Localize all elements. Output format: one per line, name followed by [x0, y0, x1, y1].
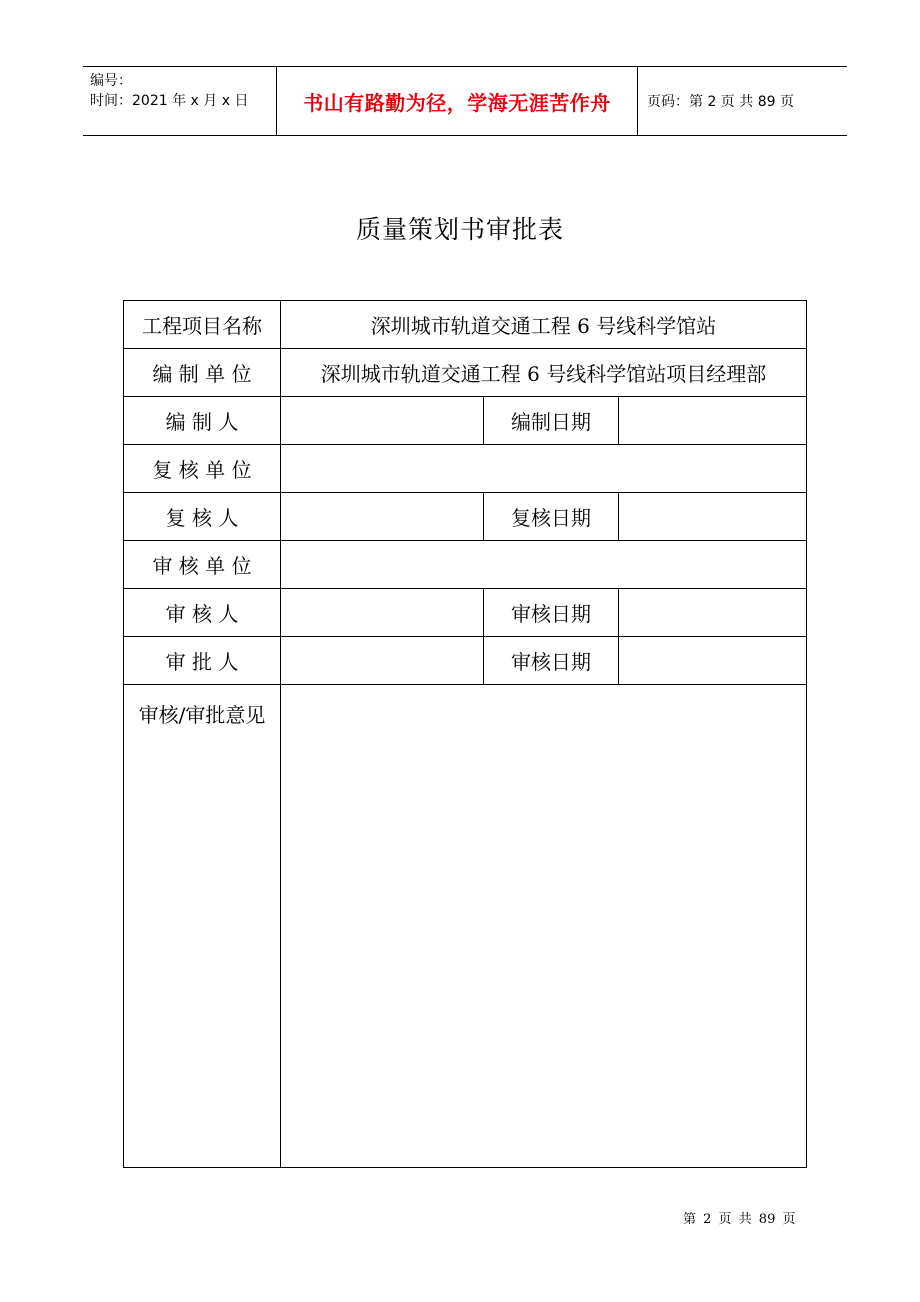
header-page-code: 页码：第 2 页 共 89 页: [647, 94, 794, 110]
page-title: 质量策划书审批表: [355, 215, 564, 244]
approver-value[interactable]: [281, 637, 484, 685]
header-meta: [83, 67, 277, 135]
rechecker-value[interactable]: [281, 493, 484, 541]
compile-unit-label: 编 制 单 位: [124, 349, 281, 397]
project-name-label: 工程项目名称: [124, 301, 281, 349]
project-name-value: 深圳城市轨道交通工程 6 号线科学馆站: [281, 301, 807, 349]
compile-date-value[interactable]: [619, 397, 807, 445]
recheck-unit-value[interactable]: [281, 445, 807, 493]
recheck-date-value[interactable]: [619, 493, 807, 541]
compile-date-label: 编制日期: [484, 397, 619, 445]
row-recheck-unit: [124, 445, 807, 493]
page-header: [83, 66, 847, 136]
compile-unit-value: 深圳城市轨道交通工程 6 号线科学馆站项目经理部: [281, 349, 807, 397]
audit-unit-label: 审 核 单 位: [124, 541, 281, 589]
audit-unit-value[interactable]: [281, 541, 807, 589]
approve-date-label: 审核日期: [484, 637, 619, 685]
row-auditor: [124, 589, 807, 637]
row-compiler: [124, 397, 807, 445]
row-compile-unit: [124, 349, 807, 397]
approval-form-table: [123, 300, 807, 1168]
header-motto: 书山有路勤为径，学海无涯苦作舟: [277, 67, 638, 135]
row-audit-unit: [124, 541, 807, 589]
rechecker-label: 复 核 人: [124, 493, 281, 541]
page-footer: 第 2 页 共 89 页: [683, 1212, 796, 1227]
recheck-date-label: 复核日期: [484, 493, 619, 541]
opinion-label: 审核/审批意见: [124, 685, 281, 1168]
row-rechecker: [124, 493, 807, 541]
audit-date-label: 审核日期: [484, 589, 619, 637]
row-opinion: [124, 685, 807, 1168]
compiler-value[interactable]: [281, 397, 484, 445]
audit-date-value[interactable]: [619, 589, 807, 637]
row-project-name: [124, 301, 807, 349]
row-approver: [124, 637, 807, 685]
opinion-value[interactable]: [281, 685, 807, 1168]
auditor-label: 审 核 人: [124, 589, 281, 637]
approver-label: 审 批 人: [124, 637, 281, 685]
document-time-label: 时间：2021 年 x 月 x 日: [90, 93, 249, 109]
auditor-value[interactable]: [281, 589, 484, 637]
recheck-unit-label: 复 核 单 位: [124, 445, 281, 493]
compiler-label: 编 制 人: [124, 397, 281, 445]
approve-date-value[interactable]: [619, 637, 807, 685]
document-number-label: 编号：: [90, 73, 132, 89]
